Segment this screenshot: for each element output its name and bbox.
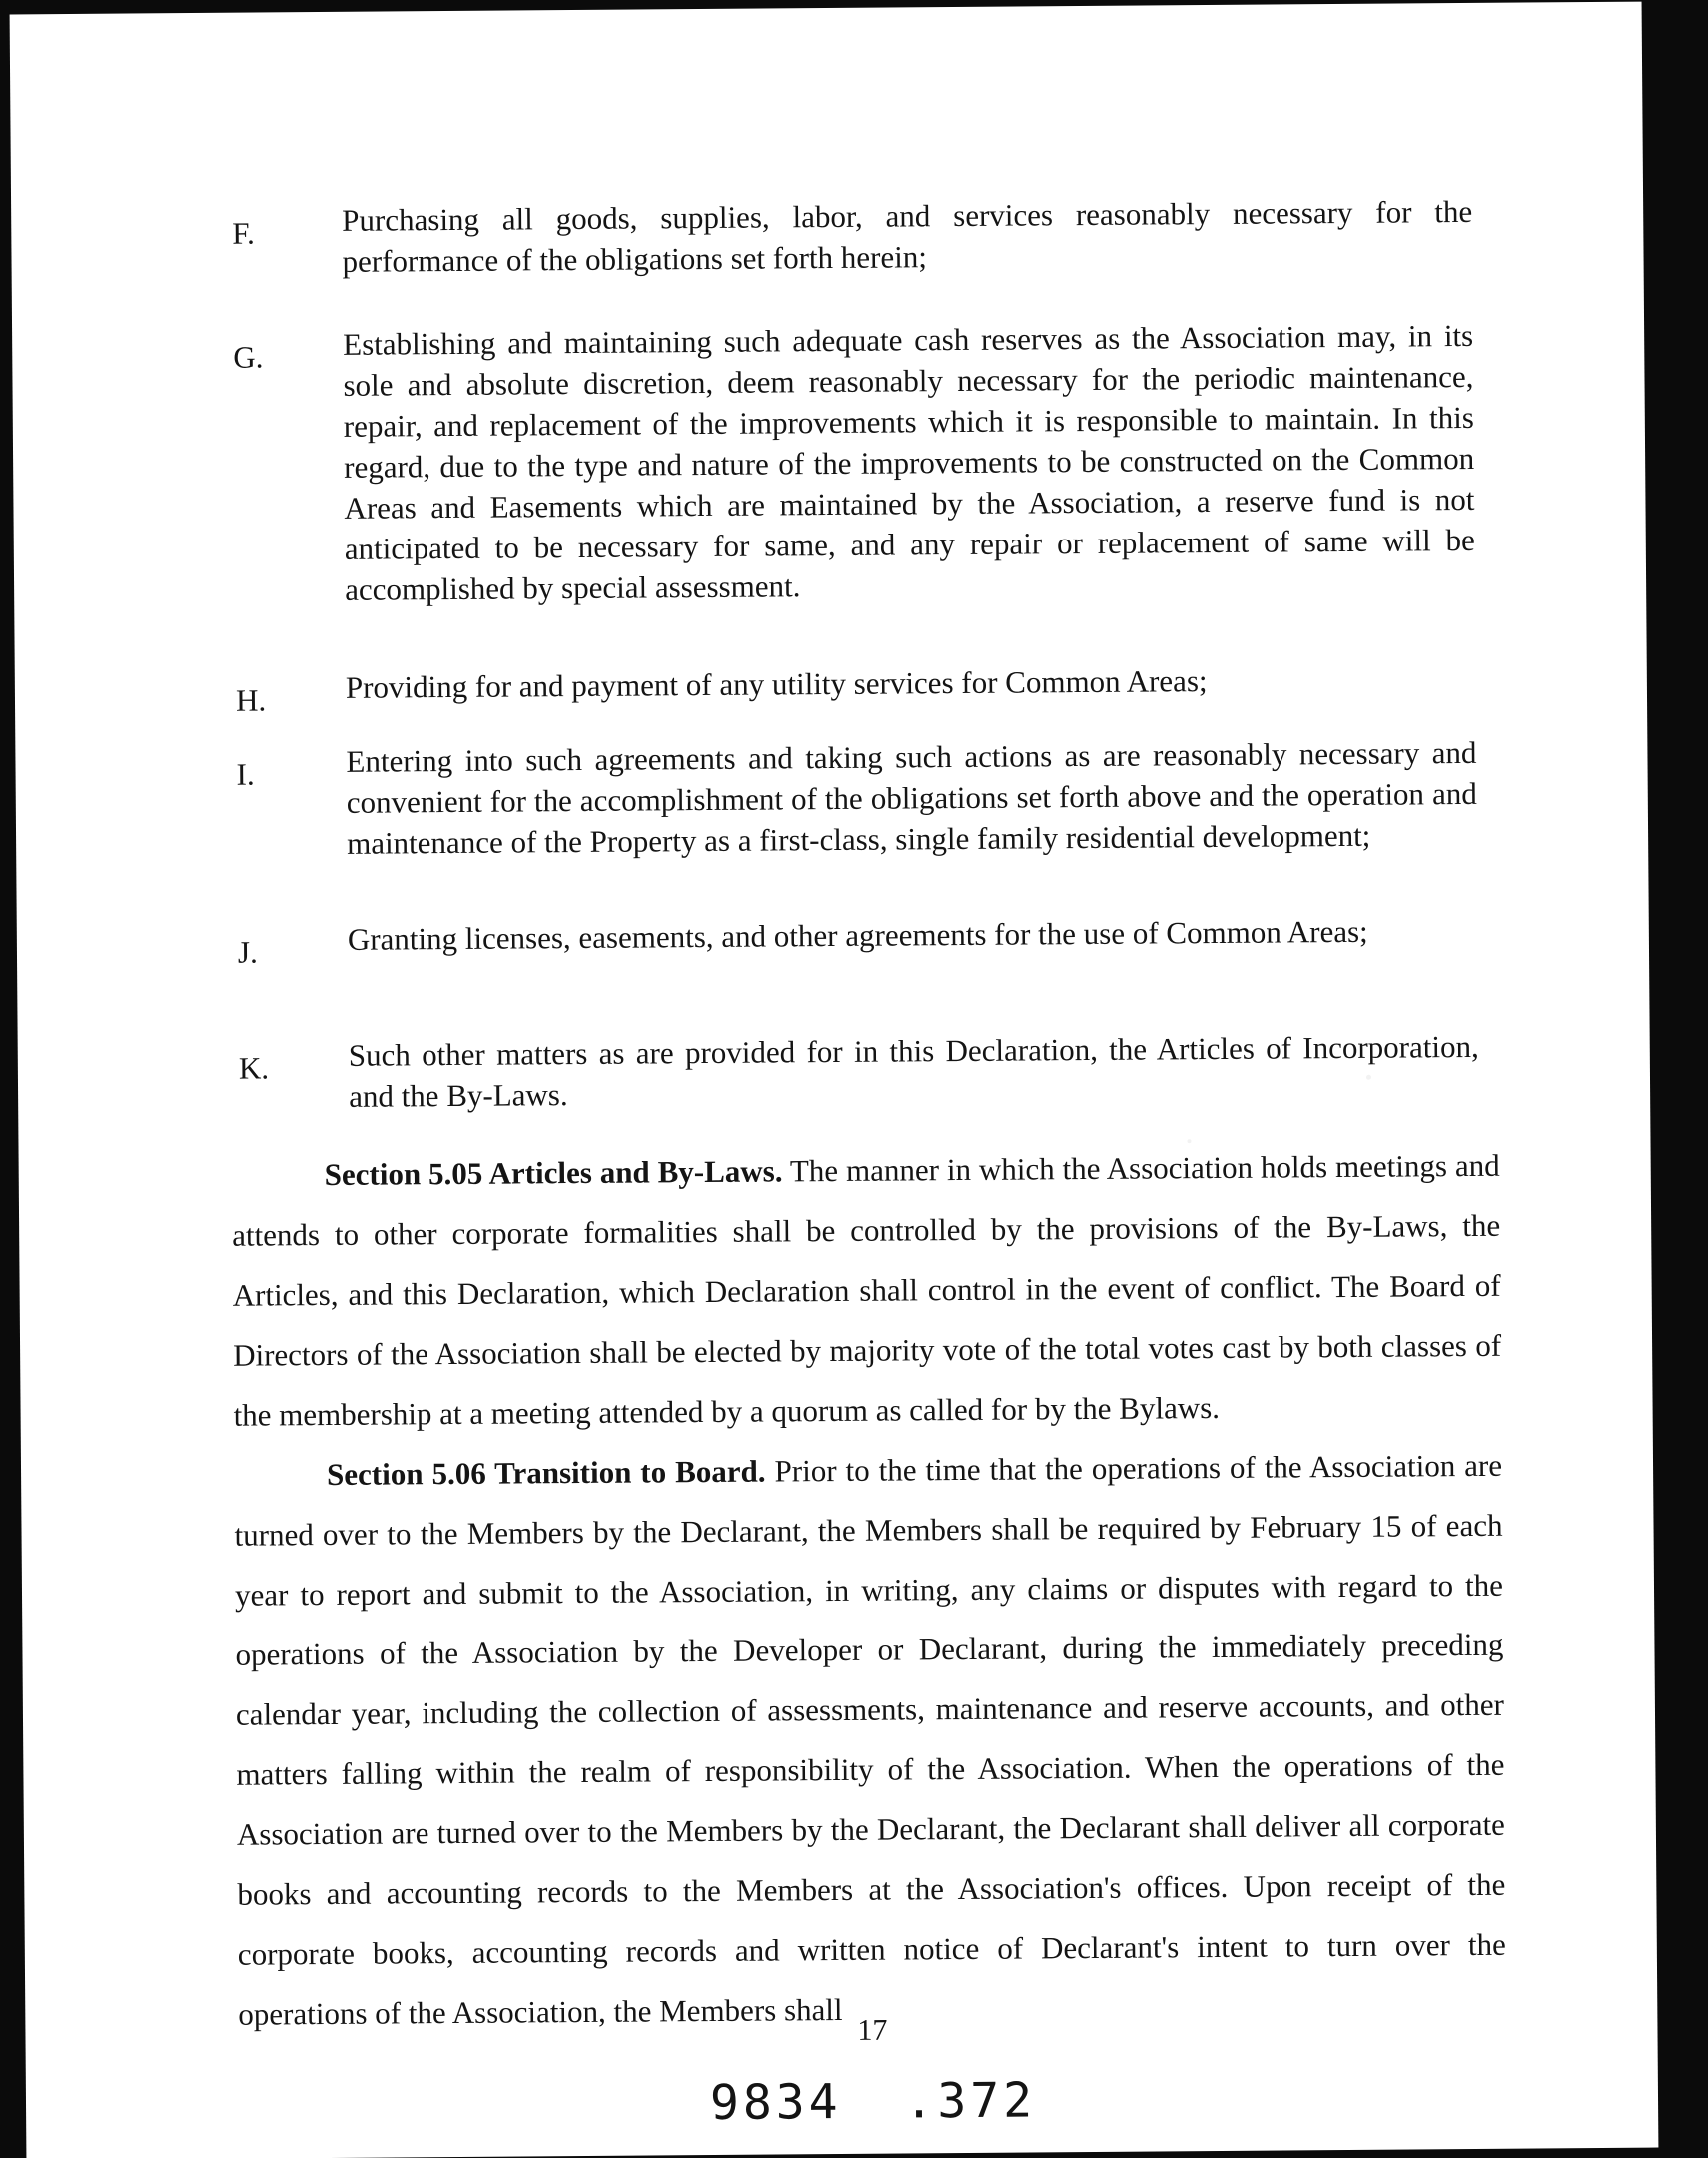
- section-heading: Section 5.06 Transition to Board.: [326, 1453, 766, 1493]
- list-item-text: Such other matters as are provided for in this Declaration, the Articles of Incorporation, and the By-Laws.: [348, 1028, 1479, 1114]
- list-item-letter: G.: [233, 339, 264, 375]
- list-item-text: Providing for and payment of any utility services for Common Areas;: [345, 663, 1208, 705]
- page-number: 17: [857, 2013, 888, 2047]
- recording-stamp: 9834 .372: [709, 2072, 1037, 2132]
- paper-sheet: [10, 2, 1659, 2158]
- list-item-h: [228, 658, 1496, 721]
- list-item-text: Entering into such agreements and taking such actions as are reasonably necessary and convenient for the accomplishment of the obligations set forth above and the operation and maintenance of the Property as a first-class, single family residential development;: [346, 734, 1477, 861]
- section-5-05: [231, 1136, 1501, 1446]
- list-item-letter: H.: [235, 682, 267, 718]
- section-heading: Section 5.05 Articles and By-Laws.: [324, 1153, 783, 1193]
- list-item-text: Establishing and maintaining such adequate cash reserves as the Association may, in its sole and absolute discretion, deem reasonably necessary for the periodic maintenance, repair, and replacement of the improvements which it is responsible to maintain. In this regard, due to the type and nature of the improvements to be constructed on the Common Areas and Easements which are maintained by the Association, a reserve fund is not anticipated to be necessary for same, and any repair or replacement of same will be accomplished by special assessment.: [343, 317, 1475, 607]
- list-item-letter: I.: [236, 756, 255, 792]
- list-item-g: [225, 315, 1495, 611]
- section-text: Prior to the time that the operations of the Association are turned over to the Members by the Declarant, the Members shall be required by February 15 of each year to report and submit to the Association, in writing, any claims or disputes with regard to the operations of the Association by the Developer or Declarant, during the immediately preceding calendar year, including the collection of assessments, maintenance and reserve accounts, and other matters falling within the realm of responsibility of the Association. When the operations of the Association are turned over to the Members by the Declarant, the Declarant shall deliver all corporate books and accounting records to the Members at the Association's offices. Upon receipt of the corporate books, accounting records and written notice of Declarant's intent to turn over the operations of the Association, the Members shall: [234, 1447, 1506, 2032]
- list-item-k: [231, 1026, 1500, 1118]
- list-item-j: [230, 910, 1498, 973]
- list-item-text: Purchasing all goods, supplies, labor, and services reasonably necessary for the performance of the obligations set forth herein;: [342, 193, 1473, 279]
- list-item-f: [224, 191, 1493, 283]
- section-5-06: [234, 1436, 1507, 2045]
- list-item-i: [228, 732, 1497, 865]
- document-body: [223, 3, 1506, 2132]
- list-item-letter: K.: [238, 1050, 270, 1086]
- section-paragraphs: [231, 1136, 1506, 2045]
- list-item-text: Granting licenses, easements, and other agreements for the use of Common Areas;: [347, 913, 1368, 957]
- list-item-letter: J.: [237, 934, 258, 970]
- list-item-letter: F.: [232, 215, 255, 251]
- section-text: The manner in which the Association holds meetings and attends to other corporate formalities shall be controlled by the provisions of the By-Laws, the Articles, and this Declaration, which Declaration shall control in the event of conflict. The Board of Directors of the Association shall be elected by majority vote of the total votes cast by both classes of the membership at a meeting attended by a quorum as called for by the Bylaws.: [232, 1147, 1502, 1433]
